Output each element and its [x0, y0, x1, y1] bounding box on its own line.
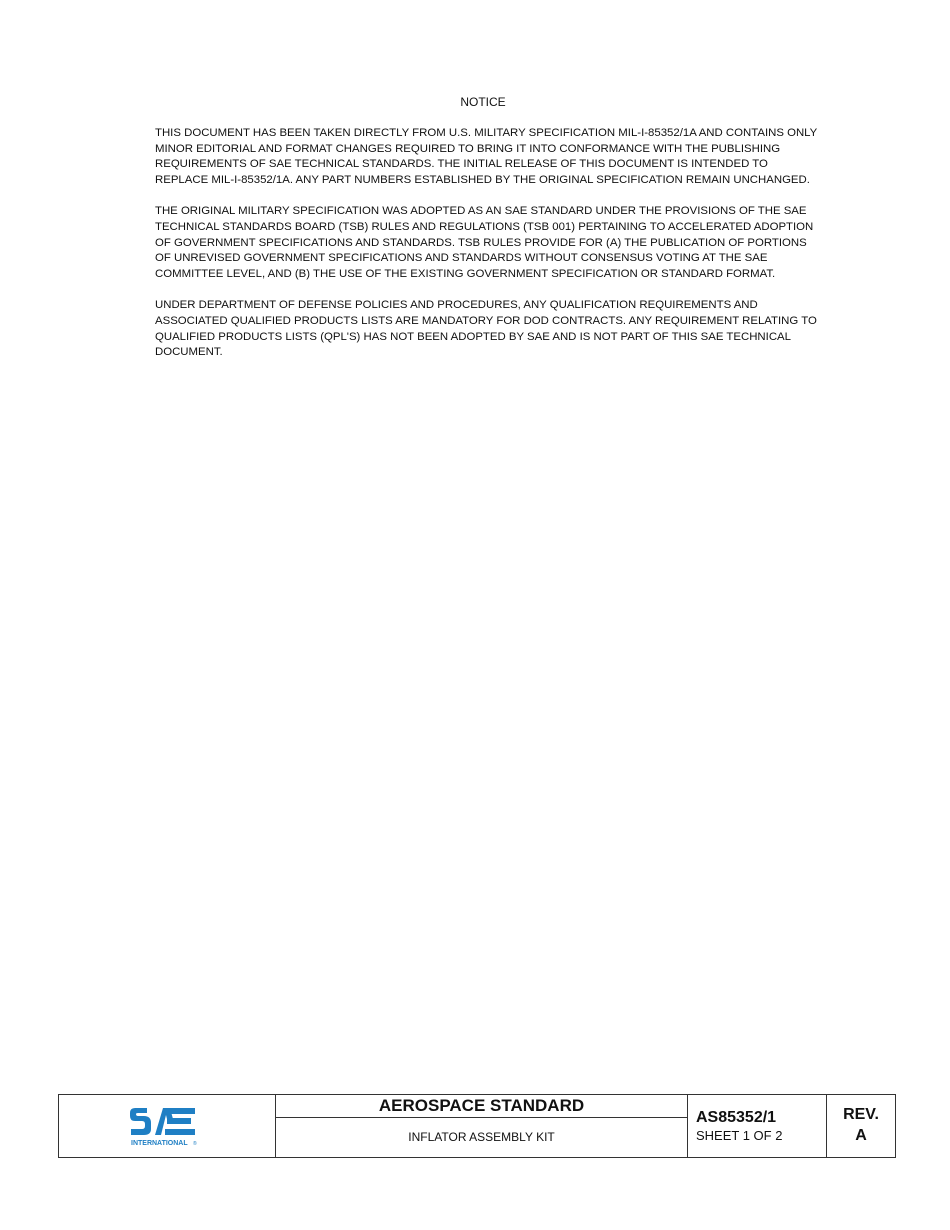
- sheet-number: SHEET 1 OF 2: [696, 1128, 783, 1143]
- notice-paragraph: UNDER DEPARTMENT OF DEFENSE POLICIES AND PROCEDURES, ANY QUALIFICATION REQUIREMENTS AND ASSOCIATED QUALIFIED PRODUCTS LISTS ARE MANDATORY FOR DOD CONTRACTS. ANY REQUIREMENT RELATING TO QUALIFIED PRODUCTS LISTS (QPL'S) HAS NOT BEEN ADOPTED BY SAE AND IS NOT PART OF THIS SAE TECHNICAL DOCUMENT.: [155, 299, 817, 359]
- standard-heading: AEROSPACE STANDARD: [276, 1095, 687, 1118]
- notice-paragraph: THE ORIGINAL MILITARY SPECIFICATION WAS ADOPTED AS AN SAE STANDARD UNDER THE PROVISIONS OF THE SAE TECHNICAL STANDARDS BOARD (TSB) RULES AND REGULATIONS (TSB 001) PERTAINING TO ACCELERATED ADOPTION OF GOVERNMENT SPECIFICATIONS AND STANDARDS. TSB RULES PROVIDE FOR (A) THE PUBLICATION OF PORTIONS OF UNREVISED GOVERNMENT SPECIFICATIONS AND STANDARDS WITHOUT CONSENSUS VOTING AT THE SAE COMMITTEE LEVEL, AND (B) THE USE OF THE EXISTING GOVERNMENT SPECIFICATION OR STANDARD FORMAT.: [155, 205, 814, 280]
- svg-text:®: ®: [193, 1141, 197, 1147]
- sae-logo-graphic: [129, 1105, 199, 1149]
- sae-international-logo: [129, 1105, 199, 1149]
- title-block: [58, 1094, 896, 1158]
- document-number-cell: [688, 1095, 827, 1157]
- document-subtitle: INFLATOR ASSEMBLY KIT: [408, 1130, 555, 1144]
- logo-subtext: INTERNATIONAL: [131, 1140, 188, 1147]
- logo-cell: [59, 1095, 276, 1157]
- title-cell: [276, 1095, 688, 1157]
- revision-cell: [827, 1095, 895, 1157]
- document-number: AS85352/1: [696, 1109, 777, 1126]
- revision-label: REV.: [843, 1106, 879, 1123]
- notice-title: NOTICE: [460, 95, 506, 109]
- revision-value: A: [855, 1127, 867, 1144]
- notice-paragraph: THIS DOCUMENT HAS BEEN TAKEN DIRECTLY FROM U.S. MILITARY SPECIFICATION MIL-I-85352/1A AND CONTAINS ONLY MINOR EDITORIAL AND FORMAT CHANGES REQUIRED TO BRING IT INTO CONFORMANCE WITH THE PUBLISHING REQUIREMENTS OF SAE TECHNICAL STANDARDS. THE INITIAL RELEASE OF THIS DOCUMENT IS INTENDED TO REPLACE MIL-I-85352/1A. ANY PART NUMBERS ESTABLISHED BY THE ORIGINAL SPECIFICATION REMAIN UNCHANGED.: [155, 127, 818, 186]
- notice-body: [155, 126, 820, 377]
